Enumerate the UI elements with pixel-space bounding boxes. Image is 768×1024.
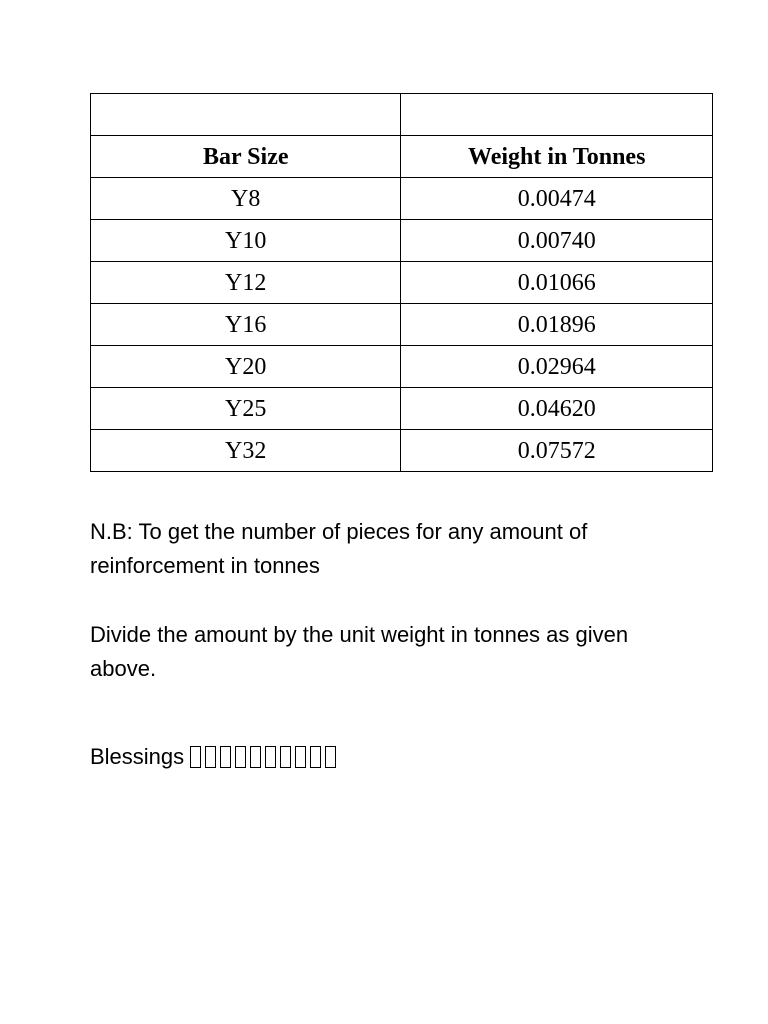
table-row [91,388,713,430]
missing-glyph-box [325,746,336,768]
missing-glyph-box [295,746,306,768]
missing-glyph-box [235,746,246,768]
table-row [91,262,713,304]
closing-line [90,740,690,774]
missing-glyph-box [190,746,201,768]
weight-cell: 0.01896 [401,304,713,346]
bar-weight-table [90,93,713,472]
bar-size-cell: Y8 [91,178,401,220]
table-row [91,220,713,262]
bar-size-cell: Y20 [91,346,401,388]
weight-cell: 0.04620 [401,388,713,430]
table-row [91,304,713,346]
bar-size-cell: Y10 [91,220,401,262]
bar-size-header: Bar Size [91,136,401,178]
weight-cell: 0.02964 [401,346,713,388]
nb-note: N.B: To get the number of pieces for any amount of reinforcement in tonnes [90,519,588,578]
missing-glyph-boxes [190,744,340,769]
table-row [91,346,713,388]
blank-row [91,94,713,136]
weight-cell: 0.00474 [401,178,713,220]
bar-size-cell: Y32 [91,430,401,472]
missing-glyph-box [205,746,216,768]
missing-glyph-box [265,746,276,768]
missing-glyph-box [280,746,291,768]
bar-size-cell: Y12 [91,262,401,304]
missing-glyph-box [250,746,261,768]
weight-cell: 0.07572 [401,430,713,472]
weight-cell: 0.00740 [401,220,713,262]
missing-glyph-box [310,746,321,768]
header-row [91,136,713,178]
weight-cell: 0.01066 [401,262,713,304]
bar-size-cell: Y16 [91,304,401,346]
blank-cell [401,94,713,136]
table-row [91,178,713,220]
bar-size-cell: Y25 [91,388,401,430]
divide-instruction: Divide the amount by the unit weight in tonnes as given above. [90,622,629,681]
missing-glyph-box [220,746,231,768]
blessings-text: Blessings [90,744,185,769]
weight-header: Weight in Tonnes [401,136,713,178]
blank-cell [91,94,401,136]
table-row [91,430,713,472]
